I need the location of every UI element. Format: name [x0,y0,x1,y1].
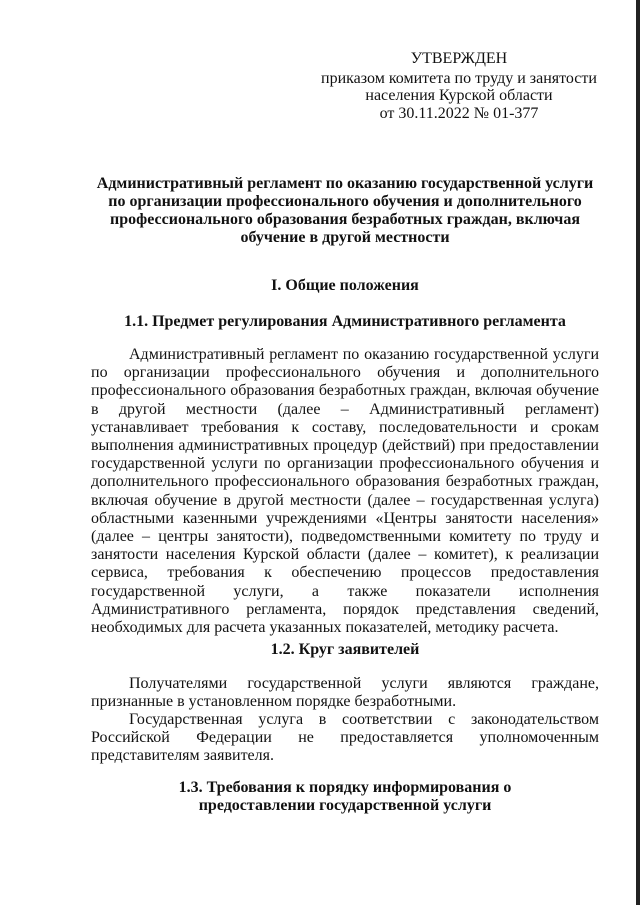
document-title: Административный регламент по оказанию государственной услуги по организации профессионального обучения и дополнительного профессионального образования безработных граждан, включая обучение в другой местности [96,175,594,246]
subsection-1-2-heading: 1.2. Круг заявителей [270,641,420,658]
approval-heading: УТВЕРЖДЕН [410,50,508,67]
approval-line-2: населения Курской области [365,87,553,104]
subsection-1-1-paragraph: Административный регламент по оказанию государственной услуги по организации профессионального обучения и дополнительного профессионального образования безработных граждан, включая обучение в другой местности (далее – Административный регламент) устанавливает требования к составу, последовательности и срокам выполнения административных процедур (действий) при предоставлении государственной услуги по организации профессионального обучения и дополнительного профессионального образования безработных граждан, включая обучение в другой местности (далее – государственная услуга) областными казенными учреждениями «Центры занятости населения» (далее – центры занятости), подведомственными комитету по труду и занятости населения Курской области (далее – комитет), к реализации сервиса, требования к обеспечению процессов предоставления государственной услуги, а также показатели исполнения Административного регламента, порядок представления сведений, необходимых для расчета указанных показателей, методику расчета. [91,346,599,637]
approval-stamp [318,50,600,122]
subsection-1-2-paragraph-1: Получателями государственной услуги являются граждане, признанные в установленном порядке безработными. [91,675,599,710]
subsection-1-3-heading: 1.3. Требования к порядку информирования о предоставлении государственной услуги [178,779,512,814]
section-1-heading: I. Общие положения [271,277,419,294]
subsection-1-1-heading: 1.1. Предмет регулирования Административного регламента [124,313,566,330]
scan-edge [636,0,640,905]
approval-line-3: от 30.11.2022 № 01-377 [379,104,539,122]
approval-line-1: приказом комитета по труду и занятости [321,69,597,87]
subsection-1-2-paragraph-2: Государственная услуга в соответствии с законодательством Российской Федерации не предоставляется уполномоченным представителям заявителя. [91,711,599,764]
